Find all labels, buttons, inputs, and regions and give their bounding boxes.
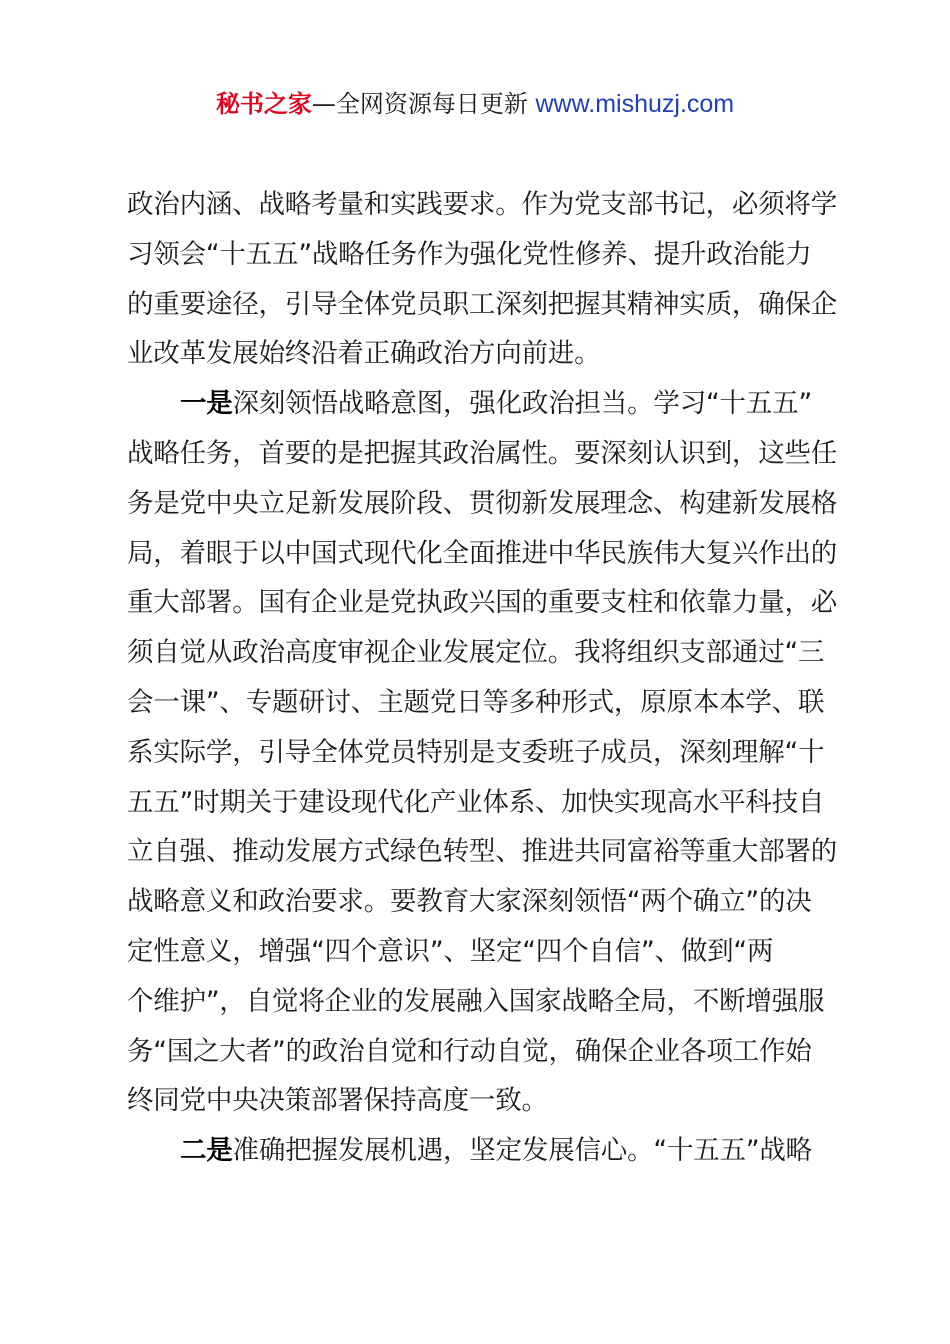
text-line: 定性意义，增强“四个意识”、坚定“四个自信”、做到“两 [127,935,774,967]
paragraph-lead: 一是 [180,388,233,420]
site-url-link[interactable]: www.mishuzj.com [535,90,735,118]
text-line: 立自强、推动发展方式绿色转型、推进共同富裕等重大部署的 [127,836,838,868]
text-line: 业改革发展始终沿着正确政治方向前进。 [127,338,601,370]
text-line: 政治内涵、战略考量和实践要求。作为党支部书记，必须将学 [127,189,838,220]
paragraph-1 [127,180,838,379]
text-line-first [127,1126,833,1176]
header-tagline: —全网资源每日更新 [311,90,536,118]
text-line: 五五”时期关于建设现代化产业体系、加快实现高水平科技自 [127,786,825,818]
paragraph-2 [127,379,838,1126]
page-header [0,86,950,122]
text-run: 准确把握发展机遇，坚定发展信心。“十五五”战略 [232,1135,812,1167]
text-line: 终同党中央决策部署保持高度一致。 [127,1085,548,1117]
paragraph-3 [127,1126,833,1176]
paragraph-lead: 二是 [180,1135,233,1167]
text-line: 会一课”、专题研讨、主题党日等多种形式，原原本本学、联 [127,686,825,718]
text-line-first [127,379,833,429]
text-line: 须自觉从政治高度审视企业发展定位。我将组织支部通过“三 [127,637,825,669]
text-line: 习领会“十五五”战略任务作为强化党性修养、提升政治能力 [127,238,812,270]
text-line: 系实际学，引导全体党员特别是支委班子成员，深刻理解“十 [127,736,825,768]
text-line: 重大部署。国有企业是党执政兴国的重要支柱和依靠力量，必 [127,587,838,619]
text-line: 战略任务，首要的是把握其政治属性。要深刻认识到，这些任 [127,437,838,469]
text-line: 务是党中央立足新发展阶段、贯彻新发展理念、构建新发展格 [127,487,838,519]
text-line: 战略意义和政治要求。要教育大家深刻领悟“两个确立”的决 [127,886,812,918]
text-line: 务“国之大者”的政治自觉和行动自觉，确保企业各项工作始 [127,1035,812,1067]
document-body [127,180,838,1176]
text-line: 局，着眼于以中国式现代化全面推进中华民族伟大复兴作出的 [127,537,838,569]
text-line: 的重要途径，引导全体党员职工深刻把握其精神实质，确保企 [127,288,838,320]
text-line: 个维护”，自觉将企业的发展融入国家战略全局，不断增强服 [127,985,825,1017]
brand-name: 秘书之家 [215,90,312,118]
text-run: 深刻领悟战略意图，强化政治担当。学习“十五五” [232,388,812,420]
